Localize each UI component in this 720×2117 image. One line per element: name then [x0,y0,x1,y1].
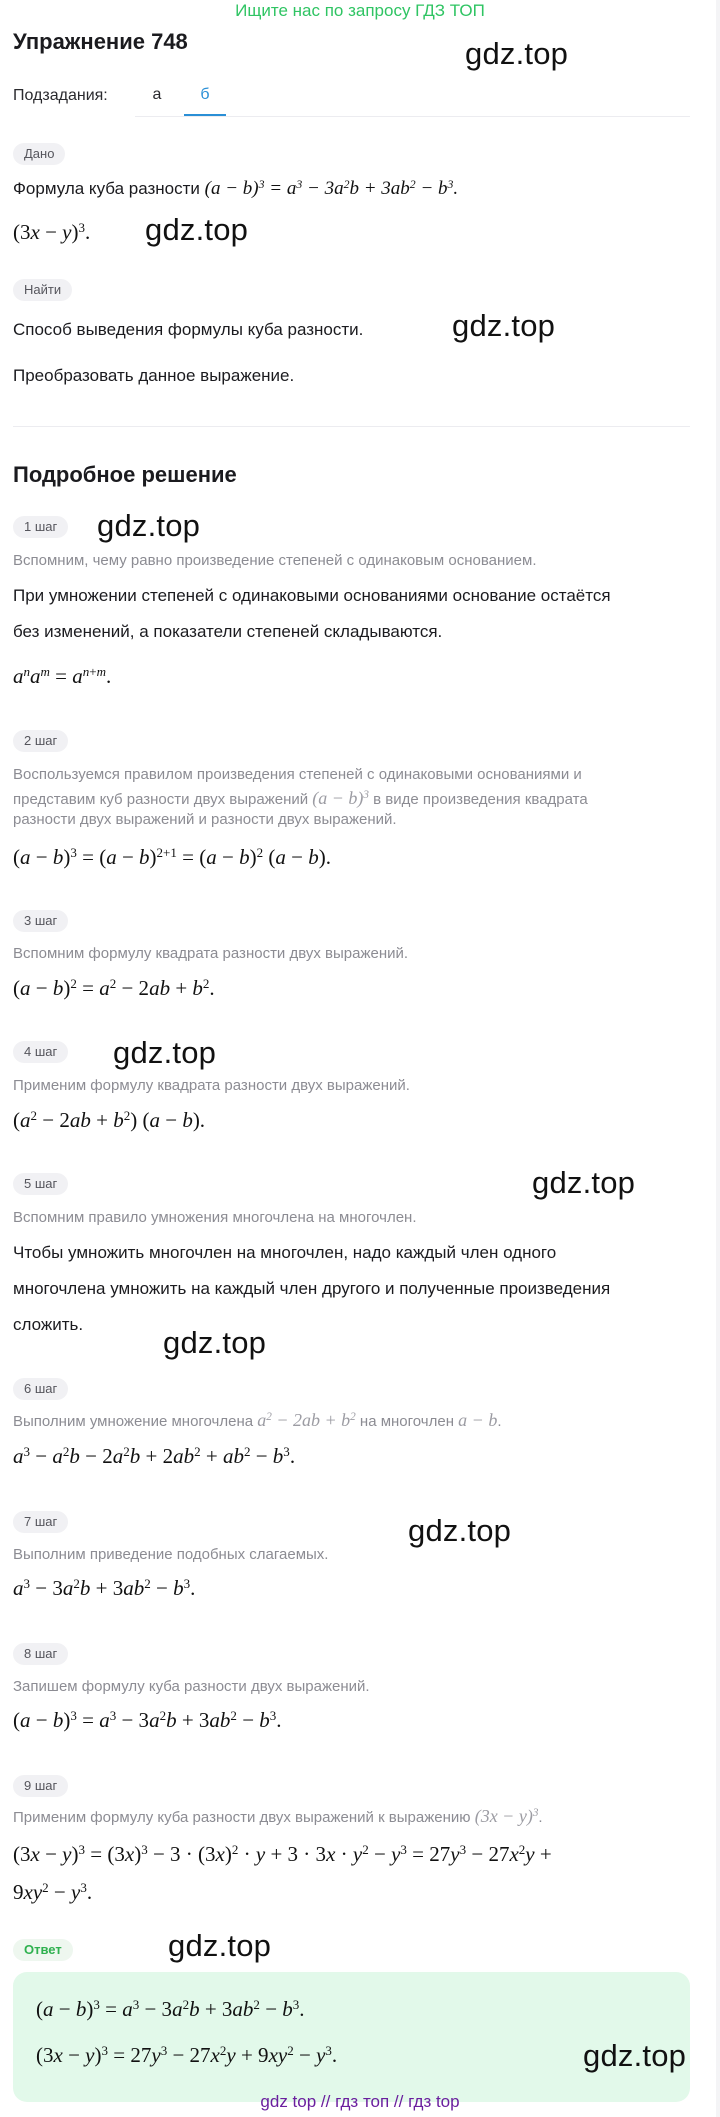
step-5-note: Вспомним правило умножения многочлена на многочлен. [13,1209,417,1226]
step-4-formula: $(a^2 - 2ab + b^2) (a - b)$. [13,1107,206,1132]
footer-links: gdz top // гдз топ // гдз top [260,2092,460,2111]
watermark: gdz.top [113,1035,217,1070]
step-5-text-2: многочлена умножить на каждый член другого и полученные произведения [13,1279,611,1298]
find-pill: Найти [13,279,72,301]
step-7-pill: 7 шаг [13,1511,68,1533]
step-7-note: Выполним приведение подобных слагаемых. [13,1546,329,1563]
step-1-text-1: При умножении степеней с одинаковыми основаниями основание остаётся [13,586,611,605]
given-formula: Формула куба разности $(a - b)^3 = a^3 - 3a^2b + 3ab^2 - b^3$. [13,177,459,199]
solution-title: Подробное решение [13,462,237,487]
step-2-note-2: представим куб разности двух выражений $(a - b)^3$ в виде произведения квадрата [13,788,588,808]
step-3-pill: 3 шаг [13,910,68,932]
step-2-note-1: Воспользуемся правилом произведения степеней с одинаковыми основаниями и [13,766,582,783]
step-5-pill: 5 шаг [13,1173,68,1195]
active-tab-indicator [184,114,226,116]
watermark: gdz.top [583,2038,687,2073]
step-1-note: Вспомним, чему равно произведение степеней с одинаковым основанием. [13,552,537,569]
step-6-note: Выполним умножение многочлена $a^2 - 2ab + b^2$ на многочлен a − b. [13,1410,502,1430]
watermark: gdz.top [145,212,249,247]
given-pill: Дано [13,143,65,165]
step-5-text-1: Чтобы умножить многочлен на многочлен, надо каждый член одного [13,1243,557,1262]
step-1-text-2: без изменений, а показатели степеней складываются. [13,622,443,641]
step-9-formula-2: $9xy^2 - y^3$. [13,1879,93,1904]
step-5-text-3: сложить. [13,1315,84,1334]
step-9-formula-1: $(3x - y)^3 = (3x)^3 - 3 \cdot (3x)^2 \cdot y + 3 \cdot 3x \cdot y^2 - y^3 = 27y^3 - 27x^2y$ + [13,1841,552,1866]
find-line-1: Способ выведения формулы куба разности. [13,320,364,339]
answer-formula-2: $(3x - y)^3 = 27y^3 - 27x^2y + 9xy^2 - y^3$. [36,2042,338,2067]
step-9-note: Применим формулу куба разности двух выражений к выражению $(3x - y)^3$. [13,1806,543,1826]
watermark: gdz.top [465,36,569,71]
step-3-formula: $(a - b)^2 = a^2 - 2ab + b^2$. [13,975,215,1000]
step-2-formula: $(a - b)^3 = (a - b)^{2+1} = (a - b)^2$ (a − b). [13,844,331,869]
step-6-note-b: на многочлен [359,1413,454,1430]
search-banner: Ищите нас по запросу ГДЗ ТОП [235,1,485,20]
step-2-note-2b: в виде произведения квадрата [373,791,588,808]
step-1-pill: 1 шаг [13,516,68,538]
step-7-formula: $a^3 - 3a^2b + 3ab^2 - b^3$. [13,1575,196,1600]
step-9-pill: 9 шаг [13,1775,68,1797]
section-divider [13,426,690,427]
step-8-pill: 8 шаг [13,1643,68,1665]
step-3-note: Вспомним формулу квадрата разности двух выражений. [13,945,409,962]
step-6-note-a: Выполним умножение многочлена [13,1413,254,1430]
step-2-note-2a: представим куб разности двух выражений [13,791,309,808]
step-8-note: Запишем формулу куба разности двух выражений. [13,1678,370,1695]
answer-pill: Ответ [13,1939,73,1961]
subtasks-tabs [135,78,690,117]
step-4-pill: 4 шаг [13,1041,68,1063]
step-2-pill: 2 шаг [13,730,68,752]
step-9-note-text: Применим формулу куба разности двух выражений к выражению [13,1809,471,1826]
step-1-formula: $a^na^m = a^{n+m}$. [13,663,112,688]
answer-box [13,1972,690,2102]
page-title: Упражнение 748 [13,29,188,54]
watermark: gdz.top [168,1928,272,1963]
given-formula-text: Формула куба разности [13,179,200,198]
watermark: gdz.top [452,308,556,343]
find-line-2: Преобразовать данное выражение. [13,366,295,385]
step-2-note-3: разности двух выражений и разности двух выражений. [13,811,397,828]
watermark: gdz.top [163,1325,267,1360]
tab-subtask-b[interactable]: б [200,86,210,103]
step-4-note: Применим формулу квадрата разности двух выражений. [13,1077,410,1094]
given-expression: $(3x - y)^3$. [13,219,91,244]
answer-formula-1: $(a - b)^3 = a^3 - 3a^2b + 3ab^2 - b^3$. [36,1996,305,2021]
watermark: gdz.top [532,1165,636,1200]
step-6-formula: $a^3 - a^2b - 2a^2b + 2ab^2 + ab^2 - b^3$. [13,1443,296,1468]
subtasks-label: Подзадания: [13,87,108,104]
step-8-formula: $(a - b)^3 = a^3 - 3a^2b + 3ab^2 - b^3$. [13,1707,282,1732]
scrollbar[interactable] [716,0,720,2117]
tab-subtask-a[interactable]: а [152,86,162,103]
watermark: gdz.top [408,1513,512,1548]
step-6-pill: 6 шаг [13,1378,68,1400]
watermark: gdz.top [97,508,201,543]
